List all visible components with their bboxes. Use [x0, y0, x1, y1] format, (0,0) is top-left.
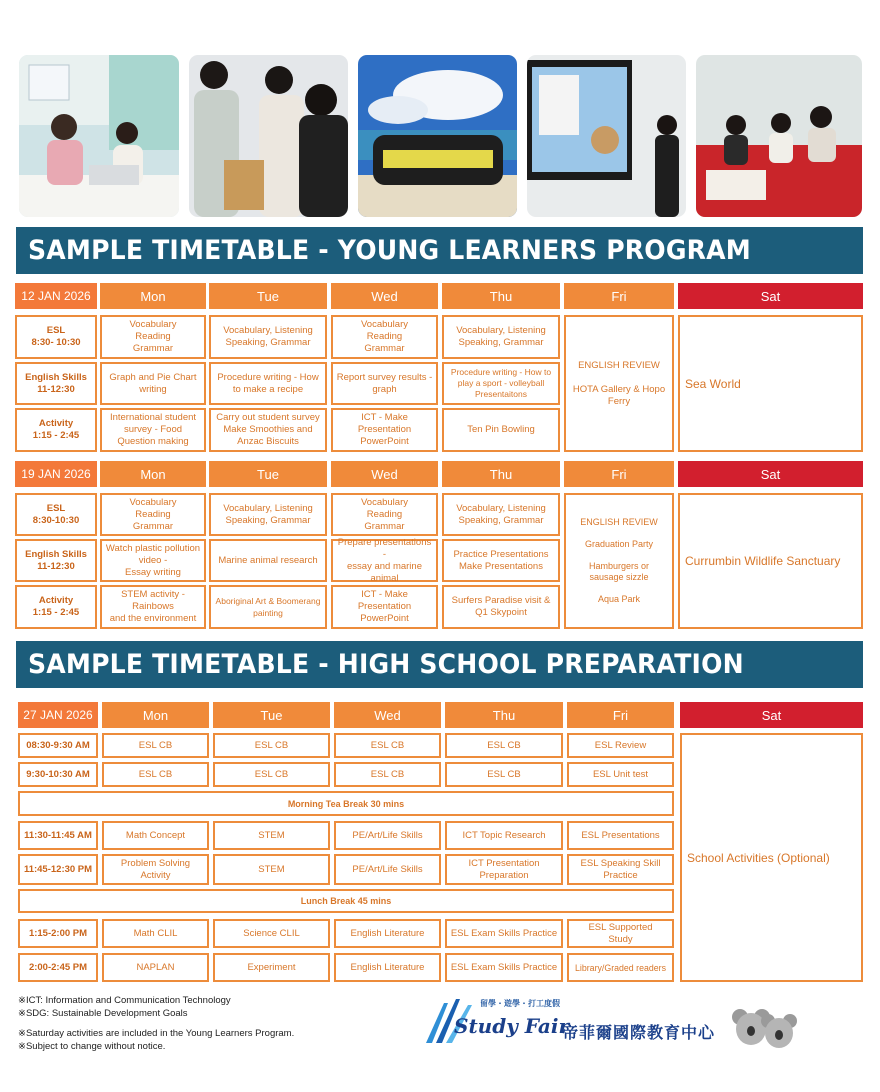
lesson-cell: Watch plastic pollution video - Essay writing	[100, 539, 206, 582]
lesson-cell: Problem Solving Activity	[102, 854, 209, 885]
lesson-cell: ESL CB	[213, 733, 330, 758]
day-header-fri: Fri	[564, 461, 674, 487]
time-slot: 9:30-10:30 AM	[18, 762, 98, 787]
lesson-cell: Vocabulary, Listening Speaking, Grammar	[442, 315, 560, 359]
time-slot: 08:30-9:30 AM	[18, 733, 98, 758]
lesson-cell: Experiment	[213, 953, 330, 982]
photo-building-project	[189, 55, 348, 217]
day-header-wed: Wed	[331, 461, 438, 487]
lesson-cell: ICT - Make Presentation PowerPoint	[331, 408, 438, 452]
lesson-cell: ESL CB	[334, 762, 441, 787]
footnote: ※Subject to change without notice.	[18, 1040, 166, 1052]
koala-icon	[730, 1003, 800, 1051]
footnotes	[18, 995, 294, 1053]
lesson-cell: STEM activity - Rainbows and the environment	[100, 585, 206, 629]
footnote: ※ICT: Information and Communication Technology	[18, 995, 231, 1006]
time-slot: 2:00-2:45 PM	[18, 953, 98, 982]
lesson-cell: ESL CB	[445, 762, 563, 787]
footnote: ※SDG: Sustainable Development Goals	[18, 1007, 188, 1019]
slot-label: English Skills 11-12:30	[15, 362, 97, 405]
day-header-wed: Wed	[331, 283, 438, 309]
day-header-mon: Mon	[100, 283, 206, 309]
photo-classroom	[19, 55, 179, 217]
time-slot: 11:45-12:30 PM	[18, 854, 98, 885]
lesson-cell: ESL Exam Skills Practice	[445, 953, 563, 982]
day-header-thu: Thu	[442, 283, 560, 309]
time-slot: 11:30-11:45 AM	[18, 821, 98, 850]
lesson-cell: Vocabulary, Listening Speaking, Grammar	[209, 315, 327, 359]
photo-presentation	[527, 55, 686, 217]
slot-label: English Skills 11-12:30	[15, 539, 97, 582]
slot-label: Activity 1:15 - 2:45	[15, 408, 97, 452]
logo-name-en: Study Fair	[454, 1014, 569, 1038]
hs-date: 27 JAN 2026	[18, 702, 98, 728]
high-school-banner	[16, 641, 863, 688]
slot-label: ESL 8:30-10:30	[15, 493, 97, 536]
day-header-sat: Sat	[678, 461, 863, 487]
lesson-cell: ESL Unit test	[567, 762, 674, 787]
time-slot: 1:15-2:00 PM	[18, 919, 98, 948]
day-header-thu: Thu	[445, 702, 563, 728]
photo-strip	[19, 55, 862, 217]
saturday-cell: Sea World	[678, 315, 863, 452]
lesson-cell: STEM	[213, 821, 330, 850]
lesson-cell: Carry out student survey Make Smoothies and Anzac Biscuits	[209, 408, 327, 452]
day-header-tue: Tue	[209, 283, 327, 309]
day-header-thu: Thu	[442, 461, 560, 487]
lesson-cell: Graph and Pie Chart writing	[100, 362, 206, 405]
lesson-cell: ICT Topic Research	[445, 821, 563, 850]
lesson-cell: ICT Presentation Preparation	[445, 854, 563, 885]
lesson-cell: Marine animal research	[209, 539, 327, 582]
lesson-cell: Vocabulary Reading Grammar	[331, 315, 438, 359]
lesson-cell: Surfers Paradise visit & Q1 Skypoint	[442, 585, 560, 629]
logo-tagline: 留學・遊學・打工度假	[480, 999, 560, 1008]
lesson-cell: ESL CB	[213, 762, 330, 787]
day-header-tue: Tue	[209, 461, 327, 487]
lesson-cell: Math Concept	[102, 821, 209, 850]
day-header-fri: Fri	[564, 283, 674, 309]
lesson-cell: ESL Supported Study	[567, 919, 674, 948]
lesson-cell: Ten Pin Bowling	[442, 408, 560, 452]
day-header-mon: Mon	[100, 461, 206, 487]
lesson-cell: Library/Graded readers	[567, 953, 674, 982]
footnote: ※Saturday activities are included in the Young Learners Program.	[18, 1028, 295, 1039]
day-header-sat: Sat	[680, 702, 863, 728]
lesson-cell: Aboriginal Art & Boomerang painting	[209, 585, 327, 629]
lesson-cell: ESL Review	[567, 733, 674, 758]
lesson-cell: ICT - Make Presentation PowerPoint	[331, 585, 438, 629]
lesson-cell: Vocabulary, Listening Speaking, Grammar	[442, 493, 560, 536]
young-learners-title: SAMPLE TIMETABLE - YOUNG LEARNERS PROGRAM	[28, 235, 751, 266]
lesson-cell: Vocabulary Reading Grammar	[100, 315, 206, 359]
day-header-mon: Mon	[102, 702, 209, 728]
lesson-cell: Procedure writing - How to make a recipe	[209, 362, 327, 405]
slot-label: ESL 8:30- 10:30	[15, 315, 97, 359]
slot-label: Activity 1:15 - 2:45	[15, 585, 97, 629]
lesson-cell: ESL CB	[102, 733, 209, 758]
young-learners-banner	[16, 227, 863, 274]
photo-craft	[696, 55, 862, 217]
lesson-cell: PE/Art/Life Skills	[334, 821, 441, 850]
photo-beach-group	[358, 55, 517, 217]
lesson-cell: English Literature	[334, 919, 441, 948]
day-header-tue: Tue	[213, 702, 330, 728]
friday-cell: ENGLISH REVIEW Graduation Party Hamburgers or sausage sizzle Aqua Park	[564, 493, 674, 629]
lesson-cell: ESL Exam Skills Practice	[445, 919, 563, 948]
lesson-cell: ESL Speaking Skill Practice	[567, 854, 674, 885]
study-fair-logo	[424, 995, 804, 1055]
day-header-wed: Wed	[334, 702, 441, 728]
week-1-date: 12 JAN 2026	[15, 283, 97, 309]
lesson-cell: PE/Art/Life Skills	[334, 854, 441, 885]
lesson-cell: ESL CB	[334, 733, 441, 758]
lesson-cell: Procedure writing - How to play a sport - volleyball Presentaitons	[442, 362, 560, 405]
lesson-cell: Science CLIL	[213, 919, 330, 948]
saturday-cell: Currumbin Wildlife Sanctuary	[678, 493, 863, 629]
lesson-cell: Practice Presentations Make Presentations	[442, 539, 560, 582]
lesson-cell: ESL CB	[445, 733, 563, 758]
lesson-cell: NAPLAN	[102, 953, 209, 982]
lesson-cell: Vocabulary Reading Grammar	[331, 493, 438, 536]
lesson-cell: ESL CB	[102, 762, 209, 787]
day-header-fri: Fri	[567, 702, 674, 728]
lunch-break: Lunch Break 45 mins	[18, 889, 674, 913]
high-school-title: SAMPLE TIMETABLE - HIGH SCHOOL PREPARATION	[28, 649, 744, 680]
lesson-cell: ESL Presentations	[567, 821, 674, 850]
lesson-cell: Report survey results - graph	[331, 362, 438, 405]
lesson-cell: Prepare presentations - essay and marine animal	[331, 539, 438, 582]
lesson-cell: Vocabulary, Listening Speaking, Grammar	[209, 493, 327, 536]
lesson-cell: STEM	[213, 854, 330, 885]
day-header-sat: Sat	[678, 283, 863, 309]
lesson-cell: English Literature	[334, 953, 441, 982]
week-2-date: 19 JAN 2026	[15, 461, 97, 487]
lesson-cell: Vocabulary Reading Grammar	[100, 493, 206, 536]
friday-cell: ENGLISH REVIEW HOTA Gallery & Hopo Ferry	[564, 315, 674, 452]
saturday-cell: School Activities (Optional)	[680, 733, 863, 982]
morning-tea-break: Morning Tea Break 30 mins	[18, 791, 674, 816]
lesson-cell: International student survey - Food Question making	[100, 408, 206, 452]
lesson-cell: Math CLIL	[102, 919, 209, 948]
logo-name-zh: 帝菲爾國際教育中心	[562, 1025, 716, 1042]
